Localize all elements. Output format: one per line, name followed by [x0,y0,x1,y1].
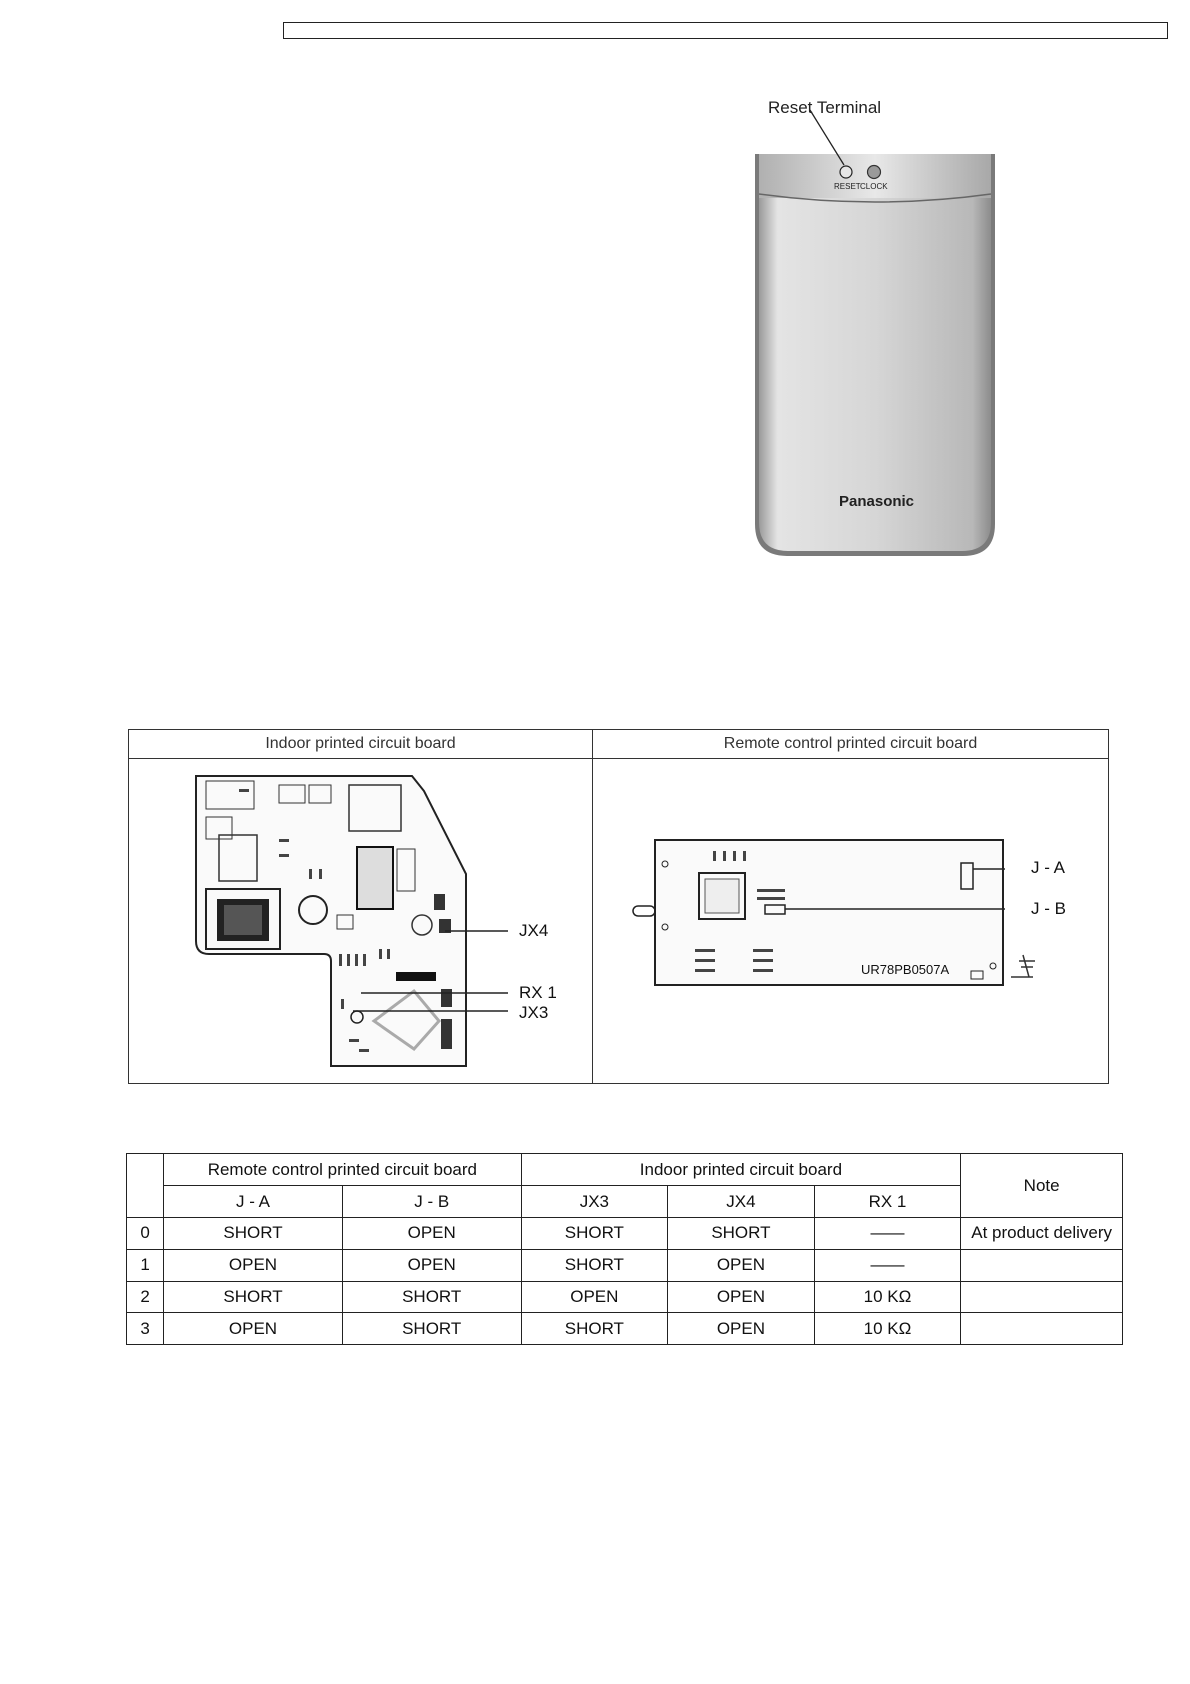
page-header-bar [283,22,1168,39]
cell-jx3: SHORT [521,1313,668,1345]
remote-pcb-cell [593,759,1109,1084]
indoor-pcb-header: Indoor printed circuit board [129,730,593,759]
cell-note [961,1313,1123,1345]
clock-button-label: CLOCK [860,182,888,191]
cell-j-b: OPEN [342,1218,521,1250]
cell-jx4: OPEN [668,1249,815,1281]
pcb-figure-table [128,729,1109,1084]
table-row [127,1281,1123,1313]
jumper-settings-table [126,1153,1123,1345]
row-number: 0 [127,1218,164,1250]
column-header-j-b: J - B [342,1186,521,1218]
reset-terminal-label: Reset Terminal [768,98,882,117]
indoor-group-header: Indoor printed circuit board [521,1154,961,1186]
row-number-header [127,1154,164,1218]
cell-note [961,1281,1123,1313]
cell-j-a: SHORT [164,1218,343,1250]
remote-group-header: Remote control printed circuit board [164,1154,521,1186]
callout-jx4: JX4 [519,921,549,940]
cell-jx4: OPEN [668,1281,815,1313]
column-header-j-a: J - A [164,1186,343,1218]
cell-rx1: —— [814,1218,961,1250]
cell-j-a: SHORT [164,1281,343,1313]
reset-button-label: RESET [834,182,861,191]
remote-control-figure [750,92,1030,562]
row-number: 1 [127,1249,164,1281]
column-header-rx1: RX 1 [814,1186,961,1218]
panasonic-logo: Panasonic [839,493,915,510]
cell-jx4: OPEN [668,1313,815,1345]
callout-rx1: RX 1 [519,983,557,1002]
cell-j-a: OPEN [164,1249,343,1281]
callout-jx3: JX3 [519,1003,549,1022]
callout-j-b: J - B [1031,899,1066,918]
column-header-jx3: JX3 [521,1186,668,1218]
cell-rx1: 10 KΩ [814,1313,961,1345]
remote-pcb-marking: UR78PB0507A [861,962,950,977]
cell-jx3: SHORT [521,1249,668,1281]
cell-note [961,1249,1123,1281]
cell-rx1: —— [814,1249,961,1281]
remote-pcb-header: Remote control printed circuit board [593,730,1109,759]
cell-j-b: OPEN [342,1249,521,1281]
cell-note: At product delivery [961,1218,1123,1250]
column-header-jx4: JX4 [668,1186,815,1218]
table-row [127,1218,1123,1250]
row-number: 3 [127,1313,164,1345]
note-header: Note [961,1154,1123,1218]
table-row [127,1249,1123,1281]
cell-jx4: SHORT [668,1218,815,1250]
remote-control-drawing [750,92,1030,562]
remote-pcb-drawing [593,759,1111,1084]
cell-rx1: 10 KΩ [814,1281,961,1313]
cell-j-b: SHORT [342,1281,521,1313]
cell-j-b: SHORT [342,1313,521,1345]
cell-j-a: OPEN [164,1313,343,1345]
table-row [127,1313,1123,1345]
row-number: 2 [127,1281,164,1313]
cell-jx3: OPEN [521,1281,668,1313]
cell-jx3: SHORT [521,1218,668,1250]
callout-j-a: J - A [1031,858,1066,877]
indoor-pcb-cell [129,759,593,1084]
